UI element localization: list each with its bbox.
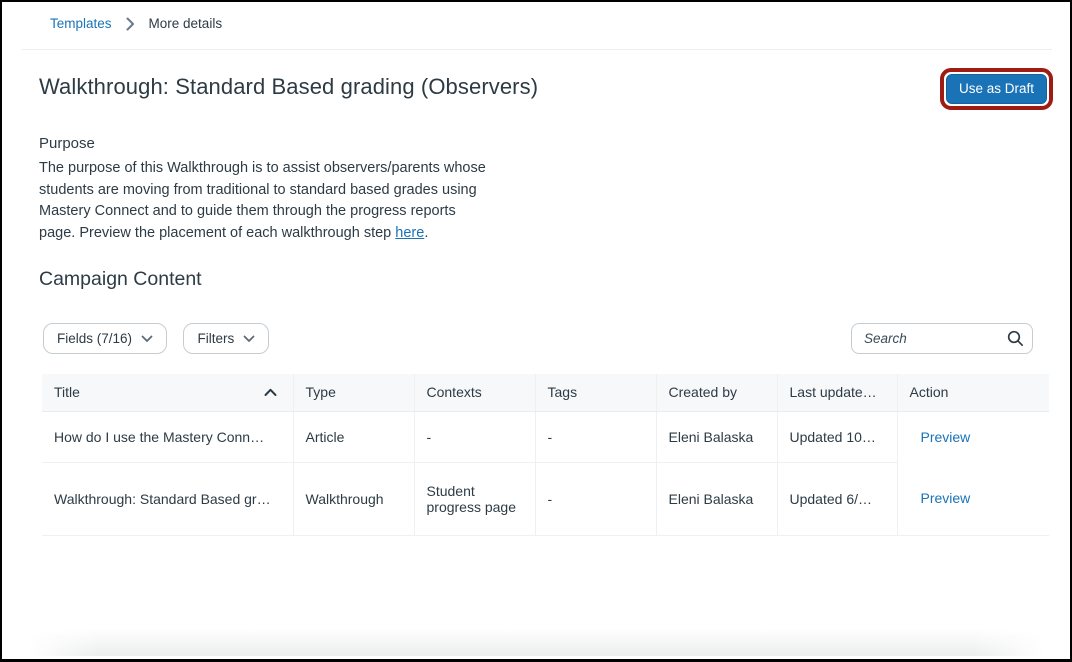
search-input[interactable] bbox=[852, 331, 998, 346]
filters-dropdown-button[interactable] bbox=[183, 323, 269, 354]
fields-dropdown-label: Fields (7/16) bbox=[57, 331, 133, 346]
table-row[interactable] bbox=[42, 411, 1049, 462]
preview-link[interactable]: Preview bbox=[920, 428, 971, 445]
bottom-sheet-shadow bbox=[28, 629, 1044, 656]
cell-contexts: Student progress page bbox=[414, 462, 535, 535]
cell-created-by: Eleni Balaska bbox=[656, 411, 777, 462]
chevron-right-icon bbox=[126, 17, 135, 31]
column-header-created-by[interactable]: Created by bbox=[656, 374, 777, 411]
column-header-tags[interactable]: Tags bbox=[535, 374, 656, 411]
table-header-row bbox=[42, 374, 1049, 411]
breadcrumb-link-templates[interactable]: Templates bbox=[50, 16, 112, 31]
purpose-period: . bbox=[424, 225, 429, 242]
cell-last-updated: Updated 6/… bbox=[777, 462, 897, 535]
breadcrumb-current: More details bbox=[148, 16, 223, 31]
filters-dropdown-label: Filters bbox=[197, 331, 235, 346]
chevron-down-icon bbox=[141, 335, 153, 343]
breadcrumb bbox=[50, 16, 222, 31]
cell-type: Article bbox=[293, 411, 414, 462]
cell-action bbox=[897, 411, 1049, 462]
campaign-content-heading: Campaign Content bbox=[39, 268, 202, 290]
cell-title: Walkthrough: Standard Based gr… bbox=[42, 462, 293, 535]
search-icon[interactable] bbox=[998, 324, 1032, 353]
cell-last-updated: Updated 10… bbox=[777, 411, 897, 462]
column-header-title-label: Title bbox=[54, 384, 80, 401]
chevron-down-icon bbox=[243, 335, 255, 343]
cell-action bbox=[897, 462, 1049, 535]
header-divider bbox=[22, 49, 1052, 50]
sort-ascending-icon bbox=[264, 388, 277, 397]
cell-created-by: Eleni Balaska bbox=[656, 462, 777, 535]
preview-link[interactable]: Preview bbox=[920, 490, 971, 507]
purpose-body-text: The purpose of this Walkthrough is to assist observers/parents whose students are moving from traditional to standard based grades using Mastery Connect and to guide them through the progress reports page. Preview the placement of each walkthrough step bbox=[39, 160, 486, 242]
fields-dropdown-button[interactable] bbox=[43, 323, 167, 354]
cell-title: How do I use the Mastery Conn… bbox=[42, 411, 293, 462]
table-row[interactable] bbox=[42, 462, 1049, 535]
purpose-paragraph bbox=[39, 158, 494, 245]
column-header-action: Action bbox=[897, 374, 1049, 411]
purpose-heading: Purpose bbox=[39, 135, 95, 152]
cell-tags: - bbox=[535, 462, 656, 535]
campaign-content-table bbox=[42, 374, 1049, 536]
cell-contexts: - bbox=[414, 411, 535, 462]
column-header-type[interactable]: Type bbox=[293, 374, 414, 411]
page-title: Walkthrough: Standard Based grading (Observers) bbox=[39, 74, 539, 99]
column-header-title[interactable] bbox=[42, 374, 293, 411]
search-box bbox=[851, 323, 1033, 354]
column-header-contexts[interactable]: Contexts bbox=[414, 374, 535, 411]
cell-type: Walkthrough bbox=[293, 462, 414, 535]
here-link[interactable]: here bbox=[395, 225, 425, 242]
use-as-draft-button[interactable]: Use as Draft bbox=[946, 74, 1047, 104]
column-header-last-updated[interactable]: Last update… bbox=[777, 374, 897, 411]
table-controls bbox=[43, 323, 1033, 354]
cell-tags: - bbox=[535, 411, 656, 462]
annotation-highlight-ring bbox=[940, 68, 1053, 110]
